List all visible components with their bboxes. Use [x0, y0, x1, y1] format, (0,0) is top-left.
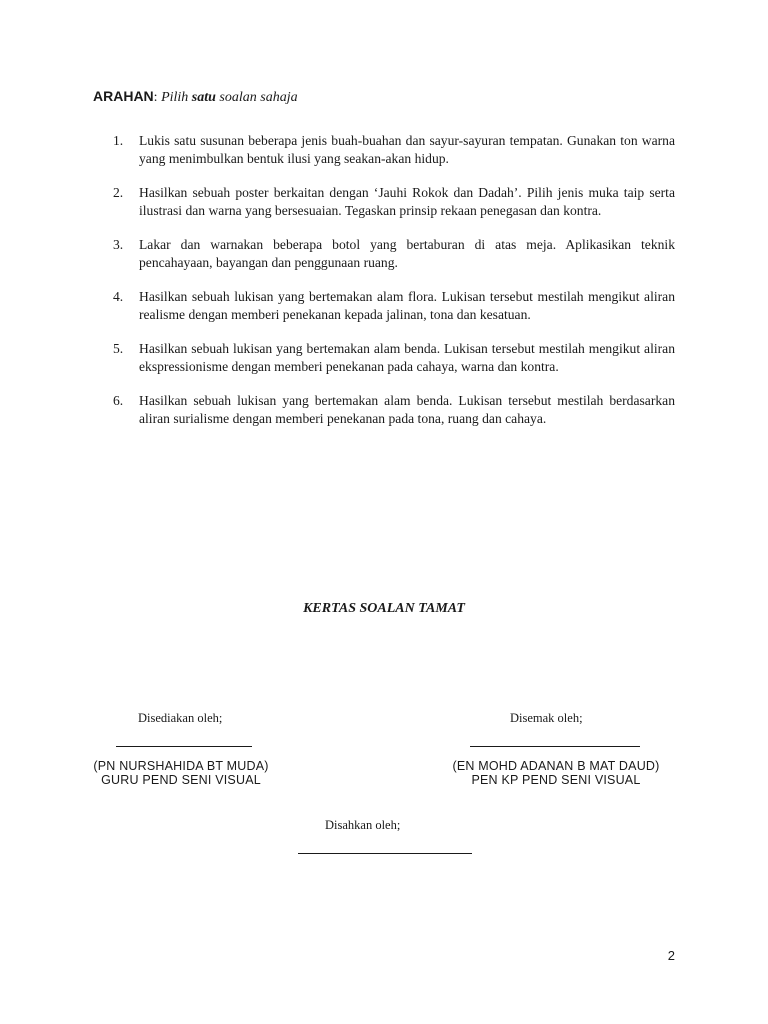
question-number: 3.	[113, 237, 124, 252]
instruction-post: soalan sahaja	[215, 90, 298, 105]
question-text: Lakar dan warnakan beberapa botol yang bertaburan di atas meja. Aplikasikan teknik pencahayaan, bayangan dan penggunaan ruang.	[139, 237, 675, 270]
instruction-lead: ARAHAN	[93, 88, 154, 104]
question-number: 6.	[113, 393, 124, 408]
question-item	[113, 340, 675, 375]
question-text: Hasilkan sebuah lukisan yang bertemakan alam benda. Lukisan tersebut mestilah berdasarkan aliran surialisme dengan memberi penekanan pada tona, ruang dan cahaya.	[139, 393, 675, 426]
question-number: 2.	[113, 185, 124, 200]
prepared-signature-line	[116, 746, 252, 747]
question-number: 4.	[113, 289, 124, 304]
question-item	[113, 184, 675, 219]
question-item	[113, 392, 675, 427]
question-item	[113, 236, 675, 271]
checked-by-label: Disemak oleh;	[510, 711, 583, 725]
question-item	[113, 288, 675, 323]
instruction-line	[93, 87, 298, 107]
question-text: Hasilkan sebuah lukisan yang bertemakan alam benda. Lukisan tersebut mestilah mengikut aliran ekspressionisme dengan memberi penekanan pada cahaya, warna dan kontra.	[139, 341, 675, 374]
page-number: 2	[667, 948, 675, 963]
question-number: 1.	[113, 133, 124, 148]
prepared-by-role: GURU PEND SENI VISUAL	[101, 773, 261, 787]
end-of-paper-text: KERTAS SOALAN TAMAT	[303, 601, 465, 616]
approved-by-label: Disahkan oleh;	[325, 818, 401, 832]
question-text: Lukis satu susunan beberapa jenis buah-buahan dan sayur-sayuran tempatan. Gunakan ton warna yang menimbulkan bentuk ilusi yang seakan-akan hidup.	[139, 133, 675, 166]
instruction-emphasis: satu	[191, 90, 216, 105]
checked-by-role: PEN KP PEND SENI VISUAL	[471, 773, 641, 787]
instruction-colon: :	[153, 90, 162, 105]
question-text: Hasilkan sebuah poster berkaitan dengan ‘Jauhi Rokok dan Dadah’. Pilih jenis muka taip serta ilustrasi dan warna yang bersesuaian. Tegaskan prinsip rekaan penegasan dan kontra.	[139, 185, 675, 218]
instruction-pre: Pilih	[161, 90, 192, 105]
prepared-by-label: Disediakan oleh;	[138, 711, 223, 725]
question-text: Hasilkan sebuah lukisan yang bertemakan alam flora. Lukisan tersebut mestilah mengikut aliran realisme dengan memberi penekanan kepada jalinan, tona dan kesatuan.	[139, 289, 675, 322]
approved-signature-line	[298, 853, 472, 854]
prepared-by-name: (PN NURSHAHIDA BT MUDA)	[93, 759, 269, 773]
checked-by-name: (EN MOHD ADANAN B MAT DAUD)	[452, 759, 660, 773]
question-list	[113, 132, 675, 444]
checked-signature-line	[470, 746, 640, 747]
question-item	[113, 132, 675, 167]
question-number: 5.	[113, 341, 124, 356]
